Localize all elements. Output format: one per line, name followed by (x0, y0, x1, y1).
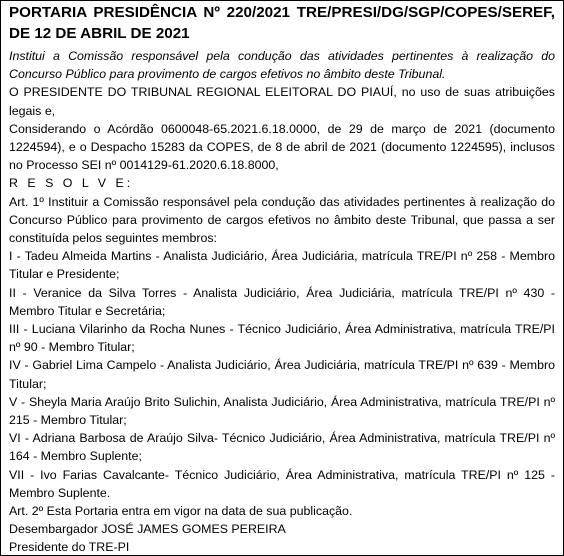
signatory-name: Desembargador JOSÉ JAMES GOMES PEREIRA (9, 522, 286, 537)
member-item-5: V - Sheyla Maria Araújo Brito Sulichin, Analista Judiciário, Área Administrativa, matrícula TRE/PI nº 215 - Membro Titular; (9, 394, 555, 428)
article-2: Art. 2º Esta Portaria entra em vigor na data de sua publicação. (9, 504, 353, 519)
member-item-2: II - Veranice da Silva Torres - Analista Judiciário, Área Judiciária, matrícula TRE/PI nº 430 - Membro Titular e Secretária; (9, 285, 555, 318)
signatory-role: Presidente do TRE-PI (9, 540, 130, 555)
member-item-7: VII - Ivo Farias Cavalcante- Técnico Judiciário, Área Administrativa, matrícula TRE/PI nº 125 - Membro Suplente. (9, 467, 555, 500)
preamble: O PRESIDENTE DO TRIBUNAL REGIONAL ELEITORAL DO PIAUÍ, no uso de suas atribuições legais e, (9, 85, 555, 118)
document-title (9, 2, 555, 44)
resolve-heading: R E S O L V E: (9, 176, 134, 191)
member-list (9, 247, 555, 502)
ementa: Institui a Comissão responsável pela condução das atividades pertinentes à realização do Concurso Público para provimento de cargos efetivos no âmbito deste Tribunal. (9, 49, 555, 82)
article-1: Art. 1º Instituir a Comissão responsável pela condução das atividades pertinentes à realização do Concurso Público para provimento de cargos efetivos no âmbito deste Tribunal, que passa a ser constituída pelos seguintes membros: (9, 194, 555, 246)
member-item-3: III - Luciana Vilarinho da Rocha Nunes - Técnico Judiciário, Área Administrativa, matrícula TRE/PI nº 90 - Membro Titular; (9, 322, 555, 355)
considerando: Considerando o Acórdão 0600048-65.2021.6.18.0000, de 29 de março de 2021 (documento 1224594), e o Despacho 15283 da COPES, de 8 de abril de 2021 (documento 1224595), inclusos no Processo SEI nº 0014129-61.2020.6.18.8000, (9, 121, 555, 173)
member-item-1: I - Tadeu Almeida Martins - Analista Judiciário, Área Judiciária, matrícula TRE/PI nº 258 - Membro Titular e Presidente; (9, 249, 555, 282)
member-item-4: IV - Gabriel Lima Campelo - Analista Judiciário, Área Judiciária, matrícula TRE/PI nº 639 - Membro Titular; (9, 358, 555, 391)
title-line-2: DE 12 DE ABRIL DE 2021 (9, 25, 190, 42)
title-line-1: PORTARIA PRESIDÊNCIA Nº 220/2021 TRE/PRESI/DG/SGP/COPES/SEREF, (9, 4, 555, 21)
member-item-6: VI - Adriana Barbosa de Araújo Silva- Técnico Judiciário, Área Administrativa, matrícula TRE/PI nº 164 - Membro Suplente; (9, 431, 555, 464)
